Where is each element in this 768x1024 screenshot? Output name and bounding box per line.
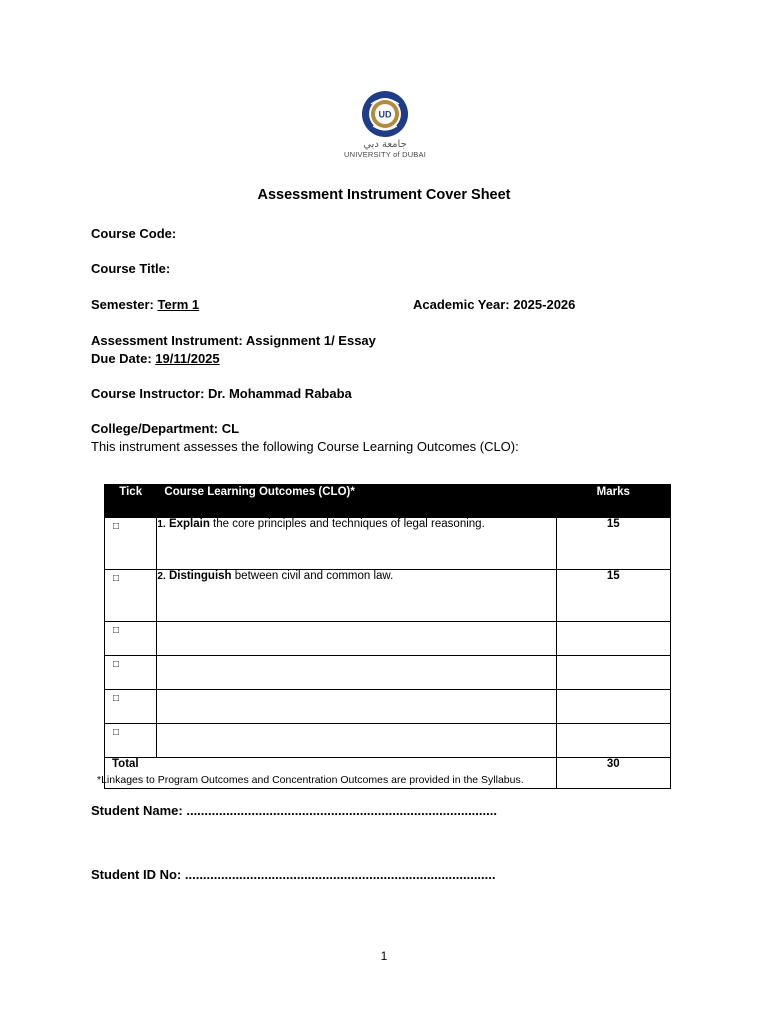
tick-checkbox[interactable]: □: [105, 518, 157, 570]
clo-number: 1.: [157, 519, 166, 530]
due-date-field: [91, 351, 220, 366]
clo-cell-empty: [157, 724, 556, 758]
tick-checkbox[interactable]: □: [105, 690, 157, 724]
marks-cell: 15: [556, 518, 670, 570]
semester-label: Semester:: [91, 297, 158, 312]
logo-english-name: UNIVERSITY of DUBAI: [343, 150, 426, 159]
table-header-row: [105, 485, 671, 518]
tick-header: Tick: [105, 485, 157, 518]
clo-intro-text: This instrument assesses the following Course Learning Outcomes (CLO):: [91, 439, 519, 454]
table-row: [105, 518, 671, 570]
marks-cell: 15: [556, 570, 670, 622]
total-label: Total: [105, 758, 557, 789]
clo-header: Course Learning Outcomes (CLO)*: [157, 485, 556, 518]
marks-cell-empty: [556, 622, 670, 656]
marks-header: Marks: [556, 485, 670, 518]
clo-number: 2.: [157, 571, 166, 582]
table-row: [105, 724, 671, 758]
course-code-label: Course Code:: [91, 226, 177, 241]
college-department-label: College/Department: CL: [91, 421, 240, 436]
clo-text: between civil and common law.: [231, 570, 394, 582]
semester-value: Term 1: [157, 297, 200, 312]
due-date-label: Due Date:: [91, 351, 156, 366]
clo-verb: Explain: [168, 518, 210, 530]
clo-cell: [157, 518, 556, 570]
table-row: [105, 622, 671, 656]
course-title-label: Course Title:: [91, 261, 171, 276]
semester-field: [91, 297, 199, 312]
due-date-value: 19/11/2025: [155, 351, 220, 366]
clo-cell-empty: [157, 656, 556, 690]
student-name-field[interactable]: Student Name: ......................................................................................: [91, 803, 497, 818]
marks-cell-empty: [556, 656, 670, 690]
clo-text: the core principles and techniques of legal reasoning.: [209, 518, 485, 530]
page-number: 1: [380, 949, 388, 963]
clo-cell: [157, 570, 556, 622]
university-logo: [330, 90, 440, 168]
marks-cell-empty: [556, 724, 670, 758]
clo-cell-empty: [157, 622, 556, 656]
marks-cell-empty: [556, 690, 670, 724]
academic-year-label: Academic Year: 2025-2026: [413, 297, 576, 312]
tick-checkbox[interactable]: □: [105, 622, 157, 656]
total-marks: 30: [556, 758, 670, 789]
student-id-field[interactable]: Student ID No: ......................................................................................: [91, 867, 496, 882]
tick-checkbox[interactable]: □: [105, 570, 157, 622]
footnote: *Linkages to Program Outcomes and Concentration Outcomes are provided in the Syllabus.: [97, 774, 524, 786]
assessment-instrument-label: Assessment Instrument: Assignment 1/ Essay: [91, 333, 376, 348]
clo-verb: Distinguish: [168, 570, 232, 582]
tick-checkbox[interactable]: □: [105, 656, 157, 690]
course-instructor-label: Course Instructor: Dr. Mohammad Rababa: [91, 386, 352, 401]
tick-checkbox[interactable]: □: [105, 724, 157, 758]
table-row: [105, 656, 671, 690]
clo-table: [104, 484, 671, 789]
document-title: Assessment Instrument Cover Sheet: [257, 187, 511, 203]
clo-cell-empty: [157, 690, 556, 724]
table-row: [105, 570, 671, 622]
table-row: [105, 690, 671, 724]
logo-arabic-name: جامعة دبي: [363, 139, 407, 150]
seal-monogram: UD: [378, 109, 392, 120]
university-seal-icon: [361, 90, 409, 138]
